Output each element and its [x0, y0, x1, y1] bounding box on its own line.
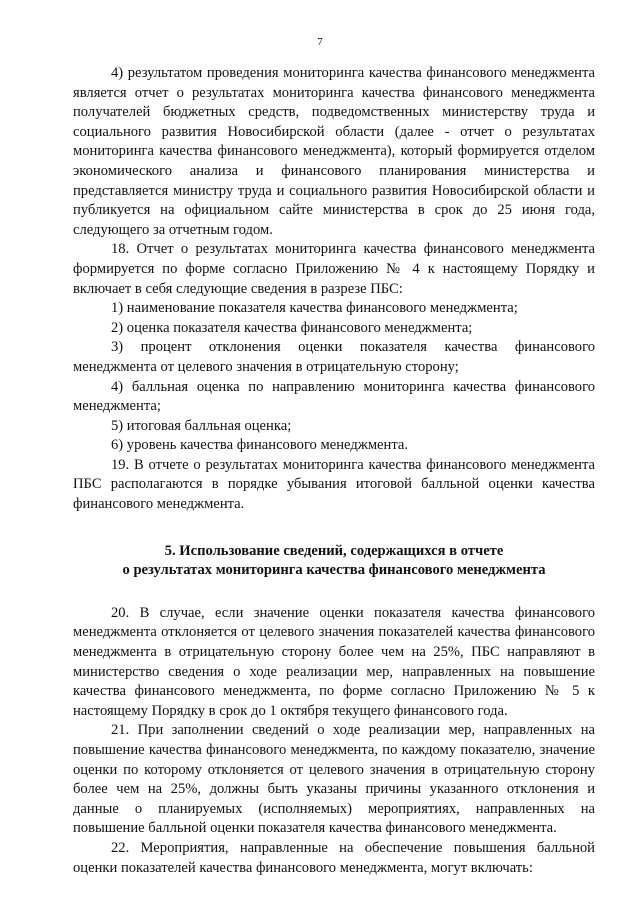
list-item-4: 4) балльная оценка по направлению мониторинга качества финансового менеджмента;	[73, 378, 595, 415]
document-body	[73, 64, 595, 878]
section-heading-line-2: о результатах мониторинга качества финансового менеджмента	[122, 562, 546, 579]
list-item-5: 5) итоговая балльная оценка;	[111, 417, 292, 434]
list-item-6: 6) уровень качества финансового менеджмента.	[111, 437, 409, 454]
paragraph-20: 20. В случае, если значение оценки показателя качества финансового менеджмента отклоняется от целевого значения показателей качества финансового менеджмента в отрицательную сторону более чем на 25%, ПБС направляют в министерство сведения о ходе реализации мер, направленных на повышение качества финансового менеджмента, по форме согласно Приложению № 5 к настоящему Порядку в срок до 1 октября текущего финансового года.	[73, 604, 595, 719]
paragraph-21: 21. При заполнении сведений о ходе реализации мер, направленных на повышение качества финансового менеджмента, по каждому показателю, значение оценки по которому отклоняется от целевого значения в отрицательную сторону более чем на 25%, должны быть указаны причины указанного отклонения и данные о планируемых (исполняемых) мероприятиях, направленных на повышение балльной оценки показателя качества финансового менеджмента.	[73, 722, 595, 837]
list-item-3: 3) процент отклонения оценки показателя качества финансового менеджмента от целевого значения в отрицательную сторону;	[73, 339, 595, 375]
list-item-1: 1) наименование показателя качества финансового менеджмента;	[111, 300, 518, 317]
paragraph-22: 22. Мероприятия, направленные на обеспечение повышения балльной оценки показателей качества финансового менеджмента, могут включать:	[73, 839, 595, 876]
page-number: 7	[317, 36, 323, 48]
paragraph-18: 18. Отчет о результатах мониторинга качества финансового менеджмента формируется по форме согласно Приложению № 4 к настоящему Порядку и включает в себя следующие сведения в разрезе ПБС:	[73, 241, 595, 297]
section-heading	[73, 542, 595, 581]
list-item-2: 2) оценка показателя качества финансового менеджмента;	[111, 319, 473, 336]
paragraph-19: 19. В отчете о результатах мониторинга качества финансового менеджмента ПБС располагаются в порядке убывания итоговой балльной оценки качества финансового менеджмента.	[73, 456, 595, 513]
section-heading-line-1: 5. Использование сведений, содержащихся в отчете	[164, 542, 504, 559]
paragraph-item-4: 4) результатом проведения мониторинга качества финансового менеджмента является отчет о результатах мониторинга качества финансового менеджмента получателей бюджетных средств, подведомственных министерству труда и социального развития Новосибирской области (далее - отчет о результатах мониторинга качества финансового менеджмента), который формируется отделом экономического анализа и финансового планирования министерства и представляется министру труда и социального развития Новосибирской области и публикуется на официальном сайте министерства в срок до 25 июня года, следующего за отчетным годом.	[73, 65, 595, 238]
